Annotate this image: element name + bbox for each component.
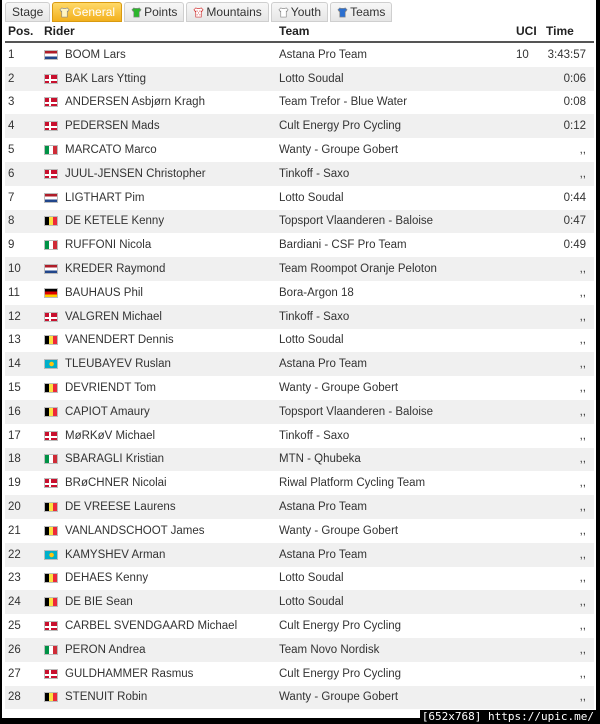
rider-cell	[41, 162, 276, 186]
rider-link[interactable]: MøRKøV Michael	[65, 429, 156, 442]
team-link[interactable]: Lotto Soudal	[276, 186, 513, 210]
time-cell: ,,	[544, 686, 594, 710]
rider-cell	[41, 186, 276, 210]
table-row	[5, 448, 594, 472]
table-row	[5, 590, 594, 614]
rider-link[interactable]: MARCATO Marco	[65, 144, 157, 157]
rider-cell	[41, 233, 276, 257]
time-cell: 0:06	[544, 67, 594, 91]
tab-teams[interactable]	[330, 2, 392, 22]
team-link[interactable]: Cult Energy Pro Cycling	[276, 114, 513, 138]
team-link[interactable]: Tinkoff - Saxo	[276, 424, 513, 448]
rank-cell: 1	[5, 42, 41, 67]
rank-cell: 22	[5, 543, 41, 567]
time-cell: 0:08	[544, 91, 594, 115]
table-row	[5, 376, 594, 400]
team-link[interactable]: Team Novo Nordisk	[276, 638, 513, 662]
flag-kz-icon	[44, 550, 58, 560]
table-row	[5, 42, 594, 67]
team-link[interactable]: MTN - Qhubeka	[276, 448, 513, 472]
flag-kz-icon	[44, 359, 58, 369]
team-link[interactable]: Astana Pro Team	[276, 352, 513, 376]
rider-link[interactable]: DE VREESE Laurens	[65, 501, 176, 514]
header-uci: UCI	[513, 21, 544, 42]
rider-link[interactable]: PEDERSEN Mads	[65, 120, 160, 133]
uci-points-cell	[513, 519, 544, 543]
time-cell: ,,	[544, 352, 594, 376]
rider-link[interactable]: KAMYSHEV Arman	[65, 548, 166, 561]
rider-link[interactable]: VANENDERT Dennis	[65, 334, 174, 347]
flag-dk-icon	[44, 431, 58, 441]
rider-link[interactable]: VANLANDSCHOOT James	[65, 524, 205, 537]
rider-cell	[41, 448, 276, 472]
time-cell: 0:44	[544, 186, 594, 210]
time-cell: ,,	[544, 590, 594, 614]
time-cell: ,,	[544, 448, 594, 472]
rank-cell: 8	[5, 210, 41, 234]
rider-cell	[41, 686, 276, 710]
flag-be-icon	[44, 407, 58, 417]
flag-nl-icon	[44, 50, 58, 60]
rider-cell	[41, 305, 276, 329]
rank-cell: 3	[5, 91, 41, 115]
rider-cell	[41, 543, 276, 567]
table-row	[5, 281, 594, 305]
tab-points[interactable]	[124, 2, 184, 22]
team-link[interactable]: Lotto Soudal	[276, 590, 513, 614]
rider-cell	[41, 352, 276, 376]
flag-dk-icon	[44, 312, 58, 322]
rank-cell: 13	[5, 329, 41, 353]
rider-link[interactable]: TLEUBAYEV Ruslan	[65, 358, 171, 371]
tab-label: Mountains	[206, 5, 262, 19]
team-link[interactable]: Lotto Soudal	[276, 329, 513, 353]
uci-points-cell	[513, 448, 544, 472]
team-link[interactable]: Bardiani - CSF Pro Team	[276, 233, 513, 257]
uci-points-cell	[513, 424, 544, 448]
rank-cell: 24	[5, 590, 41, 614]
header-rider: Rider	[41, 21, 276, 42]
rider-link[interactable]: ANDERSEN Asbjørn Kragh	[65, 96, 205, 109]
rider-cell	[41, 471, 276, 495]
tab-general[interactable]	[52, 2, 122, 22]
rank-cell: 16	[5, 400, 41, 424]
time-cell: 0:12	[544, 114, 594, 138]
team-link[interactable]: Astana Pro Team	[276, 495, 513, 519]
flag-be-icon	[44, 335, 58, 345]
rider-cell	[41, 91, 276, 115]
uci-points-cell	[513, 162, 544, 186]
classification-tabs	[5, 1, 392, 21]
flag-dk-icon	[44, 478, 58, 488]
table-row	[5, 686, 594, 710]
flag-dk-icon	[44, 669, 58, 679]
table-row	[5, 305, 594, 329]
table-row	[5, 162, 594, 186]
team-link[interactable]: Cult Energy Pro Cycling	[276, 662, 513, 686]
rider-cell	[41, 138, 276, 162]
jersey-icon	[278, 7, 289, 18]
rank-cell: 27	[5, 662, 41, 686]
table-row	[5, 400, 594, 424]
flag-it-icon	[44, 645, 58, 655]
uci-points-cell	[513, 352, 544, 376]
uci-points-cell	[513, 614, 544, 638]
table-row	[5, 210, 594, 234]
rank-cell: 4	[5, 114, 41, 138]
tab-label: Teams	[350, 5, 386, 19]
rank-cell: 25	[5, 614, 41, 638]
results-panel	[2, 0, 596, 718]
rider-link[interactable]: RUFFONI Nicola	[65, 239, 152, 252]
rider-cell	[41, 281, 276, 305]
rider-link[interactable]: DEHAES Kenny	[65, 572, 149, 585]
table-row	[5, 257, 594, 281]
flag-dk-icon	[44, 121, 58, 131]
uci-points-cell	[513, 471, 544, 495]
team-link[interactable]: Astana Pro Team	[276, 42, 513, 67]
table-row	[5, 519, 594, 543]
time-cell: ,,	[544, 614, 594, 638]
time-cell: ,,	[544, 567, 594, 591]
rider-cell	[41, 257, 276, 281]
rider-cell	[41, 376, 276, 400]
uci-points-cell	[513, 495, 544, 519]
rider-link[interactable]: DE KETELE Kenny	[65, 215, 165, 228]
rider-cell	[41, 424, 276, 448]
jersey-icon	[193, 7, 204, 18]
time-cell: ,,	[544, 257, 594, 281]
rider-cell	[41, 400, 276, 424]
rank-cell: 7	[5, 186, 41, 210]
rider-cell	[41, 638, 276, 662]
tab-label: Youth	[290, 5, 322, 19]
table-header-row	[5, 21, 594, 42]
table-row	[5, 614, 594, 638]
uci-points-cell	[513, 233, 544, 257]
rider-cell	[41, 567, 276, 591]
rank-cell: 26	[5, 638, 41, 662]
flag-dk-icon	[44, 97, 58, 107]
table-row	[5, 233, 594, 257]
team-link[interactable]: Topsport Vlaanderen - Baloise	[276, 210, 513, 234]
flag-it-icon	[44, 240, 58, 250]
header-time: Time	[544, 21, 594, 42]
team-link[interactable]: Bora-Argon 18	[276, 281, 513, 305]
rank-cell: 23	[5, 567, 41, 591]
team-link[interactable]: Tinkoff - Saxo	[276, 162, 513, 186]
rank-cell: 5	[5, 138, 41, 162]
rider-link[interactable]: DEVRIENDT Tom	[65, 382, 156, 395]
team-link[interactable]: Team Roompot Oranje Peloton	[276, 257, 513, 281]
rank-cell: 6	[5, 162, 41, 186]
rider-link[interactable]: CAPIOT Amaury	[65, 405, 150, 418]
time-cell: 0:47	[544, 210, 594, 234]
uci-points-cell	[513, 543, 544, 567]
rider-cell	[41, 114, 276, 138]
rider-cell	[41, 210, 276, 234]
rider-cell	[41, 67, 276, 91]
flag-be-icon	[44, 502, 58, 512]
header-pos: Pos.	[5, 21, 41, 42]
rank-cell: 18	[5, 448, 41, 472]
tab-label: Points	[144, 5, 178, 19]
rider-link[interactable]: BOOM Lars	[65, 48, 126, 61]
rank-cell: 28	[5, 686, 41, 710]
uci-points-cell	[513, 590, 544, 614]
header-team: Team	[276, 21, 513, 42]
time-cell: ,,	[544, 162, 594, 186]
rider-link[interactable]: GULDHAMMER Rasmus	[65, 667, 194, 680]
rank-cell: 20	[5, 495, 41, 519]
uci-points-cell	[513, 210, 544, 234]
time-cell: 3:43:57	[544, 42, 594, 67]
rank-cell: 15	[5, 376, 41, 400]
table-row	[5, 352, 594, 376]
uci-points-cell	[513, 91, 544, 115]
rider-cell	[41, 329, 276, 353]
rank-cell: 12	[5, 305, 41, 329]
team-link[interactable]: Lotto Soudal	[276, 67, 513, 91]
team-link[interactable]: Wanty - Groupe Gobert	[276, 686, 513, 710]
tab-label: Stage	[12, 5, 44, 19]
rider-link[interactable]: SBARAGLI Kristian	[65, 453, 165, 466]
time-cell: ,,	[544, 376, 594, 400]
flag-de-icon	[44, 288, 58, 298]
table-row	[5, 662, 594, 686]
tab-stage[interactable]	[5, 2, 50, 22]
table-row	[5, 114, 594, 138]
rider-cell	[41, 662, 276, 686]
time-cell: ,,	[544, 662, 594, 686]
table-row	[5, 424, 594, 448]
flag-dk-icon	[44, 74, 58, 84]
uci-points-cell	[513, 400, 544, 424]
time-cell: ,,	[544, 471, 594, 495]
image-watermark: [652x768] https://upic.me/	[421, 710, 594, 723]
rider-link[interactable]: LIGTHART Pim	[65, 191, 145, 204]
team-link[interactable]: Topsport Vlaanderen - Baloise	[276, 400, 513, 424]
rider-link[interactable]: BAK Lars Ytting	[65, 72, 146, 85]
tab-label: General	[72, 5, 116, 19]
rider-link[interactable]: BRøCHNER Nicolai	[65, 477, 167, 490]
jersey-icon	[131, 7, 142, 18]
uci-points-cell	[513, 686, 544, 710]
team-link[interactable]: Team Trefor - Blue Water	[276, 91, 513, 115]
uci-points-cell	[513, 281, 544, 305]
rank-cell: 19	[5, 471, 41, 495]
uci-points-cell	[513, 376, 544, 400]
rider-link[interactable]: BAUHAUS Phil	[65, 286, 143, 299]
rank-cell: 9	[5, 233, 41, 257]
time-cell: ,,	[544, 329, 594, 353]
rider-cell	[41, 614, 276, 638]
flag-dk-icon	[44, 169, 58, 179]
results-body	[5, 42, 594, 709]
uci-points-cell	[513, 329, 544, 353]
rider-cell	[41, 590, 276, 614]
jersey-icon	[59, 7, 70, 18]
flag-be-icon	[44, 216, 58, 226]
table-row	[5, 91, 594, 115]
flag-nl-icon	[44, 193, 58, 203]
team-link[interactable]: Wanty - Groupe Gobert	[276, 519, 513, 543]
rider-cell	[41, 42, 276, 67]
table-row	[5, 138, 594, 162]
uci-points-cell	[513, 662, 544, 686]
uci-points-cell	[513, 138, 544, 162]
uci-points-cell	[513, 638, 544, 662]
team-link[interactable]: Wanty - Groupe Gobert	[276, 138, 513, 162]
uci-points-cell	[513, 186, 544, 210]
rider-link[interactable]: CARBEL SVENDGAARD Michael	[65, 620, 238, 633]
time-cell: ,,	[544, 495, 594, 519]
flag-it-icon	[44, 145, 58, 155]
table-row	[5, 543, 594, 567]
time-cell: ,,	[544, 138, 594, 162]
table-row	[5, 186, 594, 210]
table-row	[5, 495, 594, 519]
time-cell: ,,	[544, 400, 594, 424]
table-row	[5, 67, 594, 91]
table-row	[5, 471, 594, 495]
uci-points-cell	[513, 567, 544, 591]
rider-link[interactable]: PERON Andrea	[65, 643, 146, 656]
team-link[interactable]: Lotto Soudal	[276, 567, 513, 591]
team-link[interactable]: Tinkoff - Saxo	[276, 305, 513, 329]
time-cell: 0:49	[544, 233, 594, 257]
uci-points-cell: 10	[513, 42, 544, 67]
rider-cell	[41, 495, 276, 519]
rider-link[interactable]: STENUIT Robin	[65, 691, 148, 704]
results-table	[5, 21, 594, 709]
tab-mountains[interactable]	[186, 2, 268, 22]
flag-be-icon	[44, 573, 58, 583]
flag-be-icon	[44, 383, 58, 393]
rank-cell: 17	[5, 424, 41, 448]
rider-link[interactable]: JUUL-JENSEN Christopher	[65, 167, 206, 180]
time-cell: ,,	[544, 543, 594, 567]
rider-link[interactable]: KREDER Raymond	[65, 263, 166, 276]
uci-points-cell	[513, 257, 544, 281]
flag-be-icon	[44, 597, 58, 607]
team-link[interactable]: Wanty - Groupe Gobert	[276, 376, 513, 400]
team-link[interactable]: Astana Pro Team	[276, 543, 513, 567]
flag-be-icon	[44, 526, 58, 536]
time-cell: ,,	[544, 638, 594, 662]
flag-be-icon	[44, 692, 58, 702]
time-cell: ,,	[544, 424, 594, 448]
time-cell: ,,	[544, 281, 594, 305]
rank-cell: 2	[5, 67, 41, 91]
rank-cell: 10	[5, 257, 41, 281]
rank-cell: 14	[5, 352, 41, 376]
table-row	[5, 329, 594, 353]
uci-points-cell	[513, 114, 544, 138]
team-link[interactable]: Cult Energy Pro Cycling	[276, 614, 513, 638]
rider-link[interactable]: DE BIE Sean	[65, 596, 133, 609]
table-row	[5, 638, 594, 662]
flag-dk-icon	[44, 621, 58, 631]
rider-cell	[41, 519, 276, 543]
tab-youth[interactable]	[271, 2, 328, 22]
team-link[interactable]: Riwal Platform Cycling Team	[276, 471, 513, 495]
rank-cell: 11	[5, 281, 41, 305]
time-cell: ,,	[544, 305, 594, 329]
table-row	[5, 567, 594, 591]
time-cell: ,,	[544, 519, 594, 543]
rank-cell: 21	[5, 519, 41, 543]
flag-nl-icon	[44, 264, 58, 274]
flag-it-icon	[44, 454, 58, 464]
uci-points-cell	[513, 67, 544, 91]
jersey-icon	[337, 7, 348, 18]
uci-points-cell	[513, 305, 544, 329]
rider-link[interactable]: VALGREN Michael	[65, 310, 162, 323]
